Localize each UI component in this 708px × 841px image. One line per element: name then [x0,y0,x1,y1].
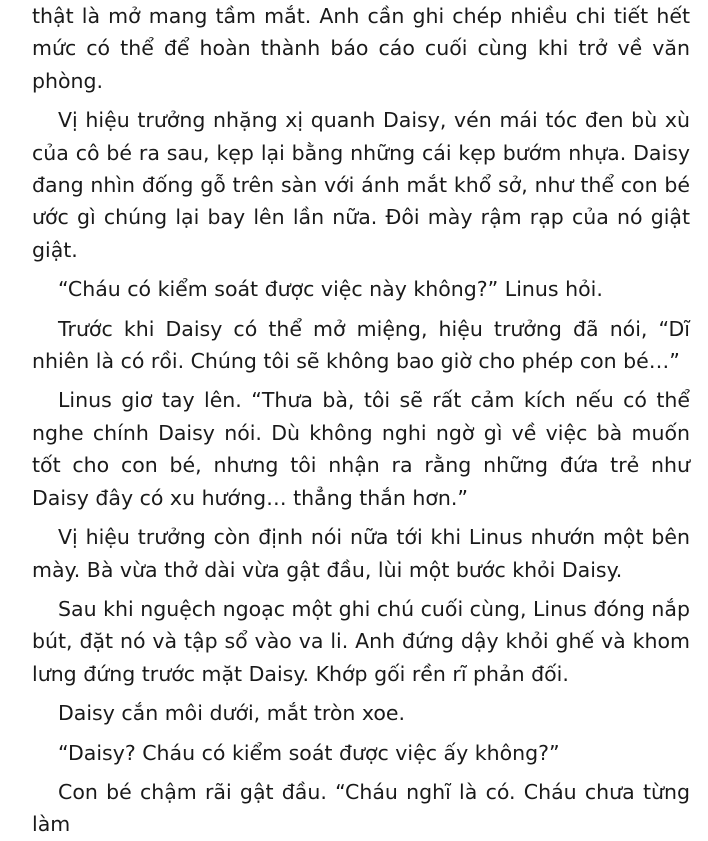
paragraph: Daisy cắn môi dưới, mắt tròn xoe. [58,701,406,726]
paragraph: Vị hiệu trưởng nhặng xị quanh Daisy, vén mái tóc đen bù xù của cô bé ra sau, kẹp lại bằng những cái kẹp bướm nhựa. Daisy đang nhìn đống gỗ trên sàn với ánh mắt khổ sở, như thể con bé ước gì chúng lại bay lên lần nữa. Đôi mày rậm rạp của nó giật giật. [32,108,690,262]
paragraph: Vị hiệu trưởng còn định nói nữa tới khi Linus nhướn một bên mày. Bà vừa thở dài vừa gật đầu, lùi một bước khỏi Daisy. [32,525,690,582]
paragraph: Trước khi Daisy có thể mở miệng, hiệu trưởng đã nói, “Dĩ nhiên là có rồi. Chúng tôi sẽ không bao giờ cho phép con bé…” [32,316,690,374]
paragraph: Linus giơ tay lên. “Thưa bà, tôi sẽ rất cảm kích nếu có thể nghe chính Daisy nói. Dù không nghi ngờ gì về việc bà muốn tốt cho con bé, nhưng tôi nhận ra rằng những đứa trẻ như Daisy đây có xu hướng… thẳng thắn hơn.” [32,388,690,510]
paragraph: Sau khi nguệch ngoạc một ghi chú cuối cùng, Linus đóng nắp bút, đặt nó và tập sổ vào va li. Anh đứng dậy khỏi ghế và khom lưng đứng trước mặt Daisy. Khớp gối rền rĩ phản đối. [32,596,690,686]
paragraph-continuation: thật là mở mang tầm mắt. Anh cần ghi chép nhiều chi tiết hết mức có thể để hoàn thành báo cáo cuối cùng khi trở về văn phòng. [32,4,690,93]
paragraph: “Daisy? Cháu có kiểm soát được việc ấy không?” [58,740,560,765]
paragraph: “Cháu có kiểm soát được việc này không?” Linus hỏi. [58,277,603,302]
paragraph: Con bé chậm rãi gật đầu. “Cháu nghĩ là có. Cháu chưa từng làm [32,779,690,837]
